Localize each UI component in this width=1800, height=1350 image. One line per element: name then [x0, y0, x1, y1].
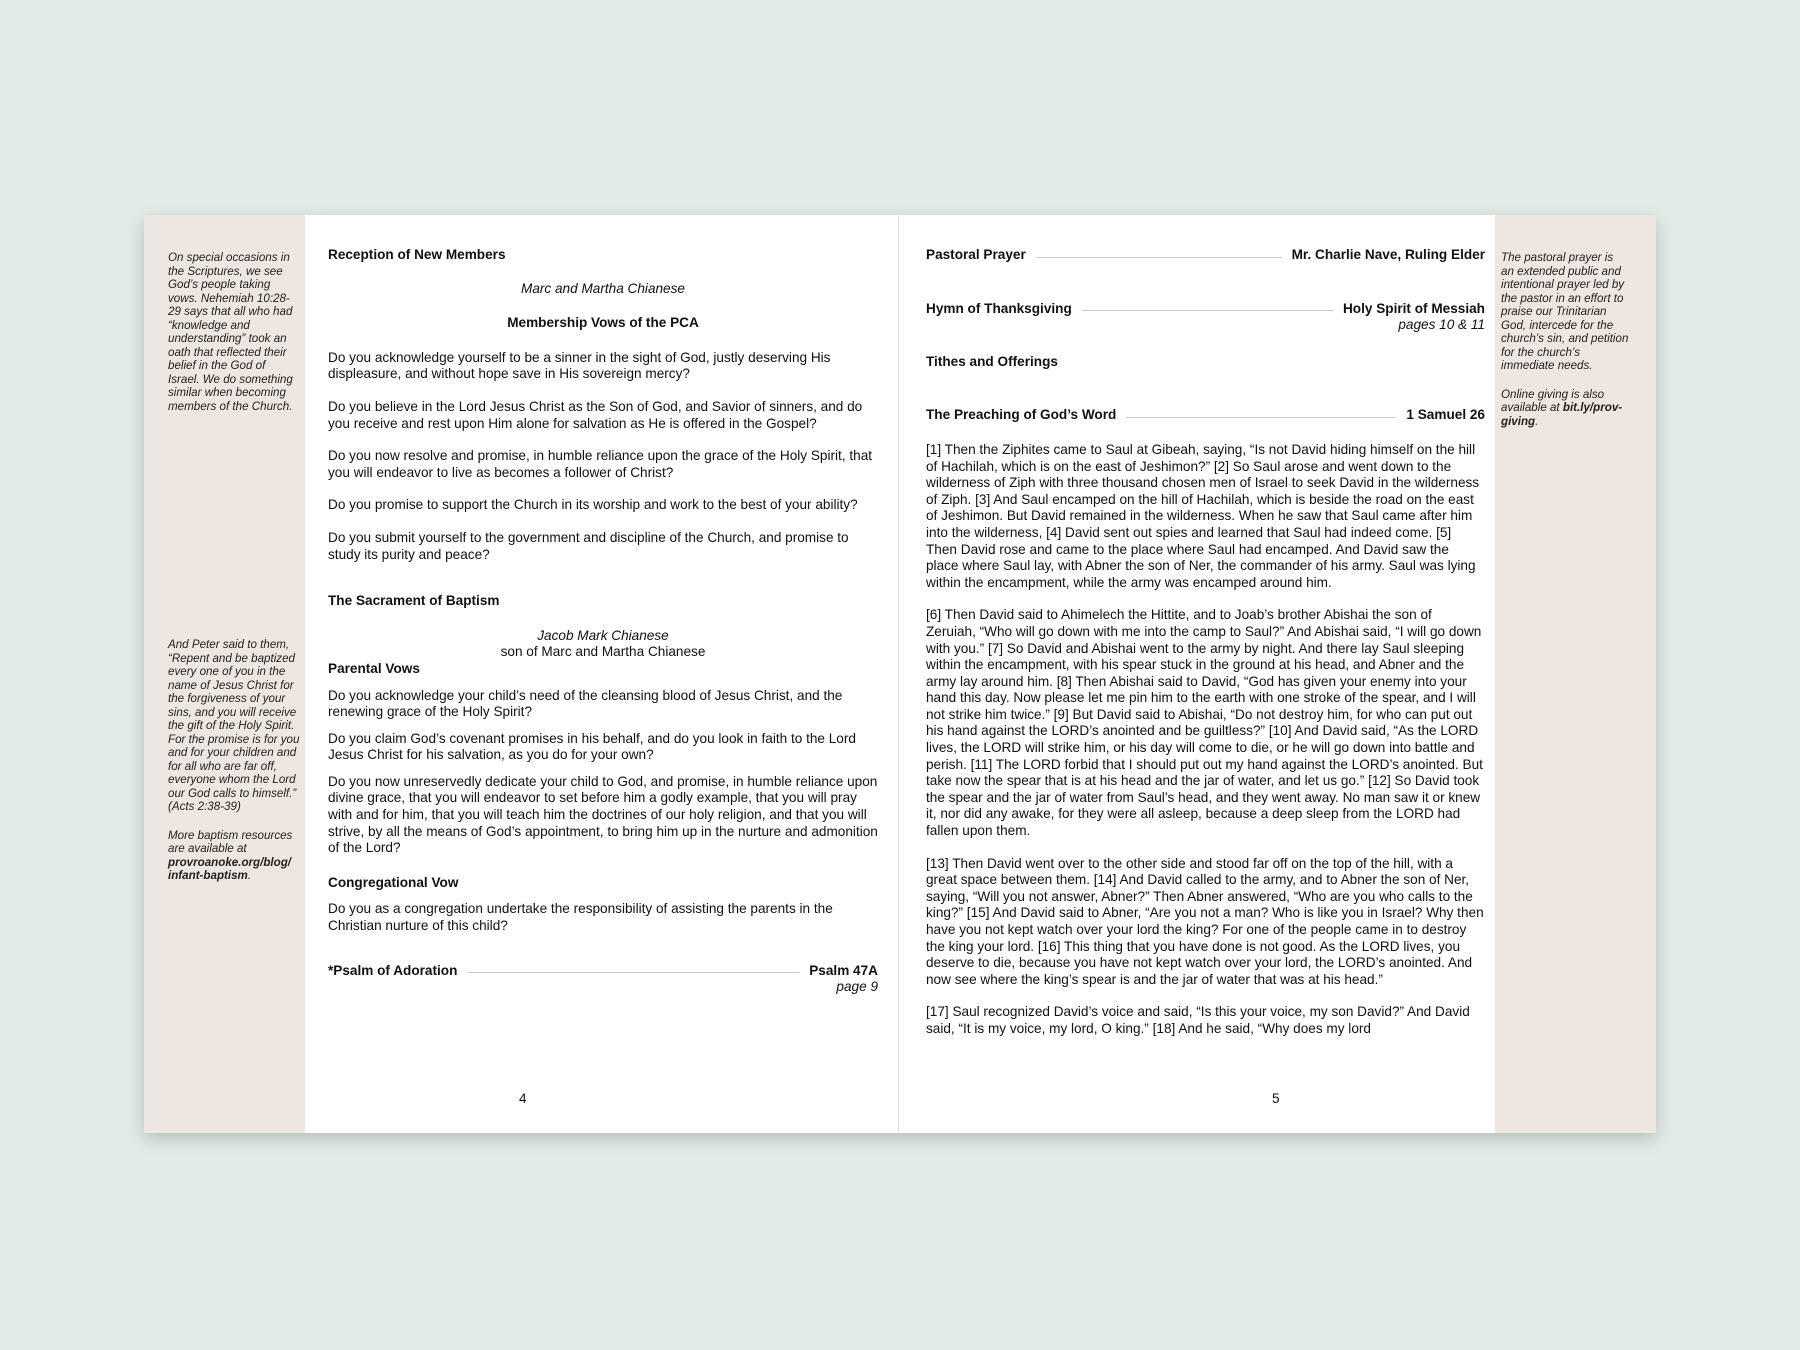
scripture-paragraph: [1] Then the Ziphites came to Saul at Gibeah, saying, “Is not David hiding himself on the hill of Hachilah, which is on the east of Jeshimon?” [2] So Saul arose and went down to the wilderness of Ziph with three thousand chosen men of Israel to seek David in the wilderness of Ziph. [3] And Saul encamped on the hill of Hachilah, which is beside the road on the east of Jeshimon. But David remained in the wilderness. When he saw that Saul came after him into the wilderness, [4] David sent out spies and learned that Saul had indeed come. [5] Then David rose and came to the place where Saul had encamped. And David saw the place where Saul lay, with Abner the son of Ner, the commander of his army. Saul was lying within the encampment, while the army was encamped around him.	[926, 441, 1480, 590]
right-margin-notes	[1495, 215, 1656, 1133]
congregational-heading: Congregational Vow	[328, 874, 459, 890]
hymn-pages: pages 10 & 11	[1398, 317, 1485, 333]
hymn-value: Holy Spirit of Messiah	[1342, 300, 1485, 316]
psalm-label: *Psalm of Adoration	[328, 962, 458, 978]
vows-heading: Membership Vows of the PCA	[507, 315, 699, 331]
giving-link[interactable]: bit.ly/prov-giving	[1501, 401, 1623, 428]
parental-vow: Do you claim God’s covenant promises in his behalf, and do you look in faith to the Lord Jesus Christ for his salvation, as you do for your own?	[328, 730, 856, 763]
leader-rule	[1036, 257, 1282, 258]
giving-note: Online giving is also available at bit.ly/prov-giving.	[1501, 387, 1623, 428]
leader-rule	[1126, 417, 1396, 418]
child-parents: son of Marc and Martha Chianese	[500, 644, 706, 660]
membership-vow: Do you submit yourself to the government and discipline of the Church, and promise to study its purity and peace?	[328, 529, 849, 562]
hymn-label: Hymn of Thanksgiving	[926, 300, 1072, 316]
page-number: 5	[1272, 1091, 1280, 1106]
preaching-label: The Preaching of God’s Word	[926, 407, 1117, 423]
prayer-note-text: The pastoral prayer is an extended public and intentional prayer led by the pastor in an effort to praise our Trinitarian God, intercede for the church’s sin, and petition for the church’s immediate needs.	[1501, 251, 1629, 372]
leader-rule	[1082, 310, 1333, 311]
psalm-row	[328, 963, 878, 980]
baptism-sidebar-note	[168, 638, 300, 898]
leader-rule	[467, 972, 799, 973]
members-names: Marc and Martha Chianese	[521, 280, 685, 296]
child-name: Jacob Mark Chianese	[537, 627, 669, 643]
parental-vow: Do you acknowledge your child’s need of the cleansing blood of Jesus Christ, and the renewing grace of the Holy Spirit?	[328, 687, 843, 720]
scripture-paragraph: [17] Saul recognized David’s voice and said, “Is this your voice, my son David?” And David said, “It is my voice, my lord, O king.” [18] And he said, “Why does my lord	[926, 1004, 1470, 1036]
page-5	[899, 215, 1495, 1133]
page-number: 4	[519, 1091, 527, 1106]
baptism-note-text: And Peter said to them, “Repent and be baptized every one of you in the name of Jesus Christ for the forgiveness of your sins, and you will receive the gift of the Holy Spirit. For the promise is for you and for your children and for all who are far off, everyone whom the Lord our God calls to himself.” (Acts 2:38-39)	[168, 638, 300, 813]
prayer-sidebar-note	[1501, 251, 1629, 443]
page-4	[305, 215, 899, 1133]
baptism-resources-link[interactable]: provroanoke.org/blog/ infant-baptism	[168, 855, 292, 882]
hymn-row	[926, 301, 1485, 318]
membership-vow: Do you now resolve and promise, in humble reliance upon the grace of the Holy Spirit, that you will endeavor to live as becomes a follower of Christ?	[328, 448, 873, 480]
prayer-value: Mr. Charlie Nave, Ruling Elder	[1291, 247, 1485, 262]
preaching-row	[926, 407, 1485, 424]
baptism-resources-note: More baptism resources are available at provroanoke.org/blog/ infant-baptism.	[168, 828, 293, 882]
reception-heading: Reception of New Members	[328, 247, 506, 262]
bulletin-spread	[144, 215, 1656, 1133]
left-margin-notes	[144, 215, 305, 1133]
tithes-heading: Tithes and Offerings	[926, 353, 1058, 369]
preaching-value: 1 Samuel 26	[1406, 407, 1485, 423]
prayer-label: Pastoral Prayer	[926, 247, 1026, 262]
membership-vow: Do you promise to support the Church in its worship and work to the best of your ability?	[328, 497, 858, 513]
parental-vow: Do you now unreservedly dedicate your child to God, and promise, in humble reliance upon divine grace, that you will endeavor to set before him a godly example, that you will pray with and for him, that you will teach him the doctrines of our holy religion, and that you will strive, by all the means of God’s appointment, to bring him up in the nurture and admonition of the Lord?	[328, 773, 878, 856]
prayer-row	[926, 247, 1485, 264]
scripture-paragraph: [6] Then David said to Ahimelech the Hittite, and to Joab’s brother Abishai the son of Zeruiah, “Who will go down with me into the camp to Saul?” And Abishai said, “I will go down with you.” [7] So David and Abishai went to the army by night. And there lay Saul sleeping within the encampment, with his spear stuck in the ground at his head, and Abner and the army lay around him. [8] Then Abishai said to David, “God has given your enemy into your hand this day. Now please let me pin him to the earth with one stroke of the spear, and I will not strike him twice.” [9] But David said to Abishai, “Do not destroy him, for who can put out his hand against the LORD’s anointed and be guiltless?” [10] And David said, “As the LORD lives, the LORD will strike him, or his day will come to die, or he will go down into battle and perish. [11] The LORD forbid that I should put out my hand against the LORD’s anointed. But take now the spear that is at his head and the jar of water, and let us go.” [12] So David took the spear and the jar of water from Saul’s head, and they went away. No man saw it or knew it, nor did any awake, for they were all asleep, because a deep sleep from the LORD had fallen upon them.	[926, 607, 1483, 839]
membership-vow: Do you believe in the Lord Jesus Christ as the Son of God, and Savior of sinners, and do you receive and rest upon Him alone for salvation as He is offered in the Gospel?	[328, 398, 863, 431]
scripture-paragraph: [13] Then David went over to the other side and stood far off on the top of the hill, with a great space between them. [14] And David called to the army, and to Abner the son of Ner, saying, “Will you not answer, Abner?” Then Abner answered, “Who are you who calls to the king?” [15] And David said to Abner, “Are you not a man? Who is like you in Israel? Why then have you not kept watch over your lord the king? For one of the people came in to destroy the king your lord. [16] This thing that you have done is not good. As the LORD lives, you deserve to die, because you have not kept watch over your lord, the LORD’s anointed. And now see where the king’s spear is and the jar of water that was at his head.”	[926, 855, 1484, 987]
membership-vow: Do you acknowledge yourself to be a sinner in the sight of God, justly deserving His displeasure, and without hope save in His sovereign mercy?	[328, 349, 831, 382]
vows-sidebar-note	[168, 251, 294, 428]
congregational-vow: Do you as a congregation undertake the responsibility of assisting the parents in the Christian nurture of this child?	[328, 901, 833, 934]
parental-vows-heading: Parental Vows	[328, 660, 420, 676]
psalm-page: page 9	[836, 979, 878, 995]
vows-note-text: On special occasions in the Scriptures, we see God’s people taking vows. Nehemiah 10:28-29 says that all who had “knowledge and understanding” took an oath that reflected their belief in the God of Israel. We do something similar when becoming members of the Church.	[168, 251, 293, 413]
psalm-value: Psalm 47A	[809, 962, 878, 978]
baptism-heading: The Sacrament of Baptism	[328, 593, 500, 609]
